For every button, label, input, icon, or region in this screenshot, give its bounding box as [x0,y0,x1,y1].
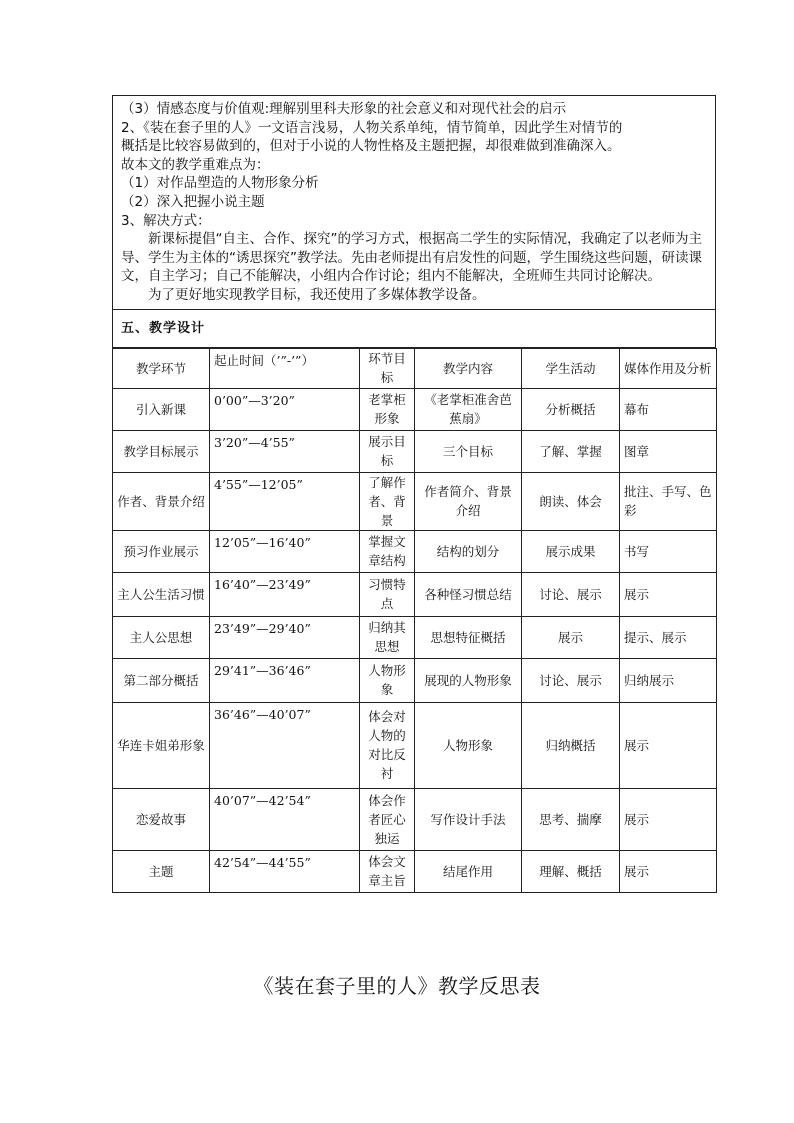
intro-line: （3）情感态度与价值观:理解别里科夫形象的社会意义和对现代社会的启示 [121,101,567,117]
intro-line: 2、《装在套子里的人》一文语言浅易，人物关系单纯，情节简单，因此学生对情节的 [121,119,623,136]
table-cell: 第二部分概括 [113,658,210,702]
header-cell: 教学环节 [113,348,210,388]
table-cell: 体会作者匠心独运 [360,788,415,850]
table-row [113,388,717,430]
header-cell: 学生活动 [522,348,620,388]
header-cell: 媒体作用及分析 [620,348,717,388]
table-cell: 12’05”—16’40” [210,530,360,572]
table-cell: 主人公思想 [113,616,210,658]
header-cell: 教学内容 [415,348,522,388]
table-cell: 0’00”—3’20” [210,388,360,430]
section-title: 五、教学设计 [112,310,716,348]
table-cell: 归纳概括 [522,702,620,788]
intro-section [112,95,716,310]
intro-line: 故本文的教学重难点为： [121,156,270,173]
document-title: 《装在套子里的人》教学反思表 [253,974,541,998]
table-cell: 引入新课 [113,388,210,430]
table-cell: 展示 [620,850,717,892]
table-cell: 3’20”—4’55” [210,430,360,472]
table-body [113,348,717,892]
lesson-plan-frame [112,95,716,893]
intro-line: 概括是比较容易做到的，但对于小说的人物性格及主题把握，却很难做到准确深入。 [121,138,621,155]
table-cell: 作者、背景介绍 [113,472,210,530]
table-cell: 掌握文章结构 [360,530,415,572]
table-cell: 思想特征概括 [415,616,522,658]
table-cell: 华连卡姐弟形象 [113,702,210,788]
header-cell: 环节目标 [360,348,415,388]
table-row [113,472,717,530]
table-row [113,788,717,850]
header-cell: 起止时间（’”-’”） [210,348,360,388]
table-header-row [113,348,717,388]
table-cell: 29’41”—36’46” [210,658,360,702]
table-cell: 了解作者、背景 [360,472,415,530]
table-row [113,616,717,658]
table-cell: 主人公生活习惯 [113,572,210,616]
table-cell: 展示目标 [360,430,415,472]
table-cell: 讨论、展示 [522,572,620,616]
table-cell: 教学目标展示 [113,430,210,472]
table-row [113,530,717,572]
table-row [113,850,717,892]
table-cell: 展示 [620,572,717,616]
table-cell: 体会对人物的对比反衬 [360,702,415,788]
table-cell: 42’54”—44’55” [210,850,360,892]
table-cell: 提示、展示 [620,616,717,658]
table-row [113,430,717,472]
table-cell: 展现的人物形象 [415,658,522,702]
table-cell: 结构的划分 [415,530,522,572]
method-paragraph: 新课标提倡“自主、合作、探究”的学习方式，根据高二学生的实际情况，我确定了以老师为主导、学生为主体的“诱思探究”教学法。先由老师提出有启发性的问题，学生围绕这些问题，研读课文，自主学习；自己不能解决，小组内合作讨论；组内不能解决，全班师生共同讨论解决。 [121,231,702,285]
table-row [113,658,717,702]
table-cell: 展示成果 [522,530,620,572]
table-cell: 预习作业展示 [113,530,210,572]
table-cell: 书写 [620,530,717,572]
table-cell: 作者简介、背景介绍 [415,472,522,530]
table-cell: 图章 [620,430,717,472]
table-cell: 分析概括 [522,388,620,430]
table-cell: 批注、手写、色彩 [620,472,717,530]
table-cell: 思考、揣摩 [522,788,620,850]
intro-line: 3、解决方式： [121,212,211,229]
table-cell: 了解、掌握 [522,430,620,472]
table-cell: 展示 [620,788,717,850]
teaching-design-table [112,348,717,893]
table-cell: 展示 [522,616,620,658]
table-row [113,572,717,616]
table-cell: 三个目标 [415,430,522,472]
table-cell: 习惯特点 [360,572,415,616]
table-cell: 主题 [113,850,210,892]
table-cell: 展示 [620,702,717,788]
table-cell: 归纳其思想 [360,616,415,658]
table-cell: 写作设计手法 [415,788,522,850]
table-cell: 朗读、体会 [522,472,620,530]
table-cell: 归纳展示 [620,658,717,702]
table-cell: 各种怪习惯总结 [415,572,522,616]
table-cell: 恋爱故事 [113,788,210,850]
table-row [113,702,717,788]
table-cell: 理解、概括 [522,850,620,892]
table-cell: 人物形象 [360,658,415,702]
table-cell: 16’40”—23’49” [210,572,360,616]
table-cell: 幕布 [620,388,717,430]
table-cell: 36’46”—40’07” [210,702,360,788]
intro-line: （2）深入把握小说主题 [121,193,265,210]
table-cell: 23’49”—29’40” [210,616,360,658]
media-paragraph: 为了更好地实现教学目标，我还使用了多媒体教学设备。 [148,286,486,303]
table-cell: 老掌柜形象 [360,388,415,430]
table-cell: 《老掌柜准舍芭蕉扇》 [415,388,522,430]
table-cell: 结尾作用 [415,850,522,892]
table-cell: 40’07”—42’54” [210,788,360,850]
table-cell: 4’55”—12’05” [210,472,360,530]
table-cell: 人物形象 [415,702,522,788]
intro-line: （1）对作品塑造的人物形象分析 [121,175,319,192]
table-cell: 体会文章主旨 [360,850,415,892]
table-cell: 讨论、展示 [522,658,620,702]
